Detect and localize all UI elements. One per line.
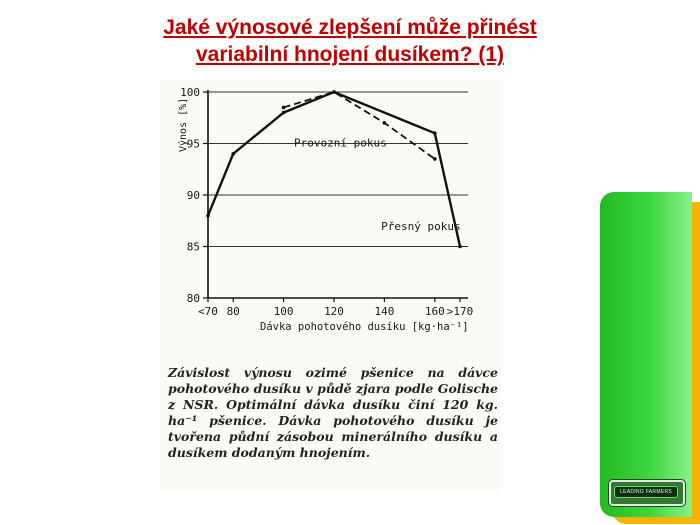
series-0-point-1 bbox=[231, 152, 235, 156]
y-tick-label-90: 90 bbox=[186, 189, 200, 202]
y-tick-label-100: 100 bbox=[180, 86, 200, 99]
x-tick-label-1: 80 bbox=[226, 305, 240, 318]
x-ticks bbox=[198, 298, 473, 318]
decorative-sidebar bbox=[600, 192, 692, 517]
series-0-point-5 bbox=[458, 245, 462, 249]
logo-text: LEADING FARMERS bbox=[614, 486, 678, 498]
series-0-point-2 bbox=[282, 111, 286, 115]
figure-caption: Závislost výnosu ozimé pšenice na dávce pohotového dusíku v půdě zjara podle Golische z NSR. Optimální dávka dusíku činí 120 kg. ha⁻¹ pšenice. Dávka pohotového dusíku je tvořena půdní zásobou minerálního dusíku a dusíkem dodaným hnojením. bbox=[168, 365, 498, 460]
slide-title bbox=[0, 14, 700, 68]
gridlines bbox=[208, 90, 468, 298]
logo bbox=[609, 480, 685, 506]
series-1-point-3 bbox=[433, 157, 437, 161]
x-tick-label-5: 160 bbox=[424, 305, 445, 318]
y-tick-label-80: 80 bbox=[186, 292, 200, 305]
y-tick-label-85: 85 bbox=[186, 240, 200, 254]
x-tick-label-2: 100 bbox=[273, 305, 294, 318]
series-1-point-2 bbox=[383, 121, 387, 125]
annotation-provozni-pokus: Provozní pokus bbox=[294, 136, 387, 150]
slide-title-line-1: Jaké výnosové zlepšení může přinést bbox=[163, 16, 537, 39]
y-tick-label-95: 95 bbox=[186, 137, 200, 151]
x-tick-label-3: 120 bbox=[324, 305, 344, 318]
series-0-point-0 bbox=[206, 214, 210, 218]
x-axis-label: Dávka pohotového dusíku [kg·ha⁻¹] bbox=[260, 321, 469, 333]
x-tick-label-6: >170 bbox=[446, 305, 474, 318]
series-0-point-4 bbox=[433, 131, 437, 135]
annotation-presny-pokus: Přesný pokus bbox=[381, 220, 461, 234]
x-tick-label-4: 140 bbox=[374, 305, 395, 318]
series-1-point-0 bbox=[282, 106, 286, 110]
slide-title-line-2: variabilní hnojení dusíkem? (1) bbox=[195, 43, 505, 66]
series-1-point-1 bbox=[332, 90, 336, 94]
yield-chart bbox=[160, 82, 500, 352]
x-tick-label-0: <70 bbox=[198, 305, 218, 318]
y-axis-label: Výnos [%] bbox=[178, 97, 189, 152]
